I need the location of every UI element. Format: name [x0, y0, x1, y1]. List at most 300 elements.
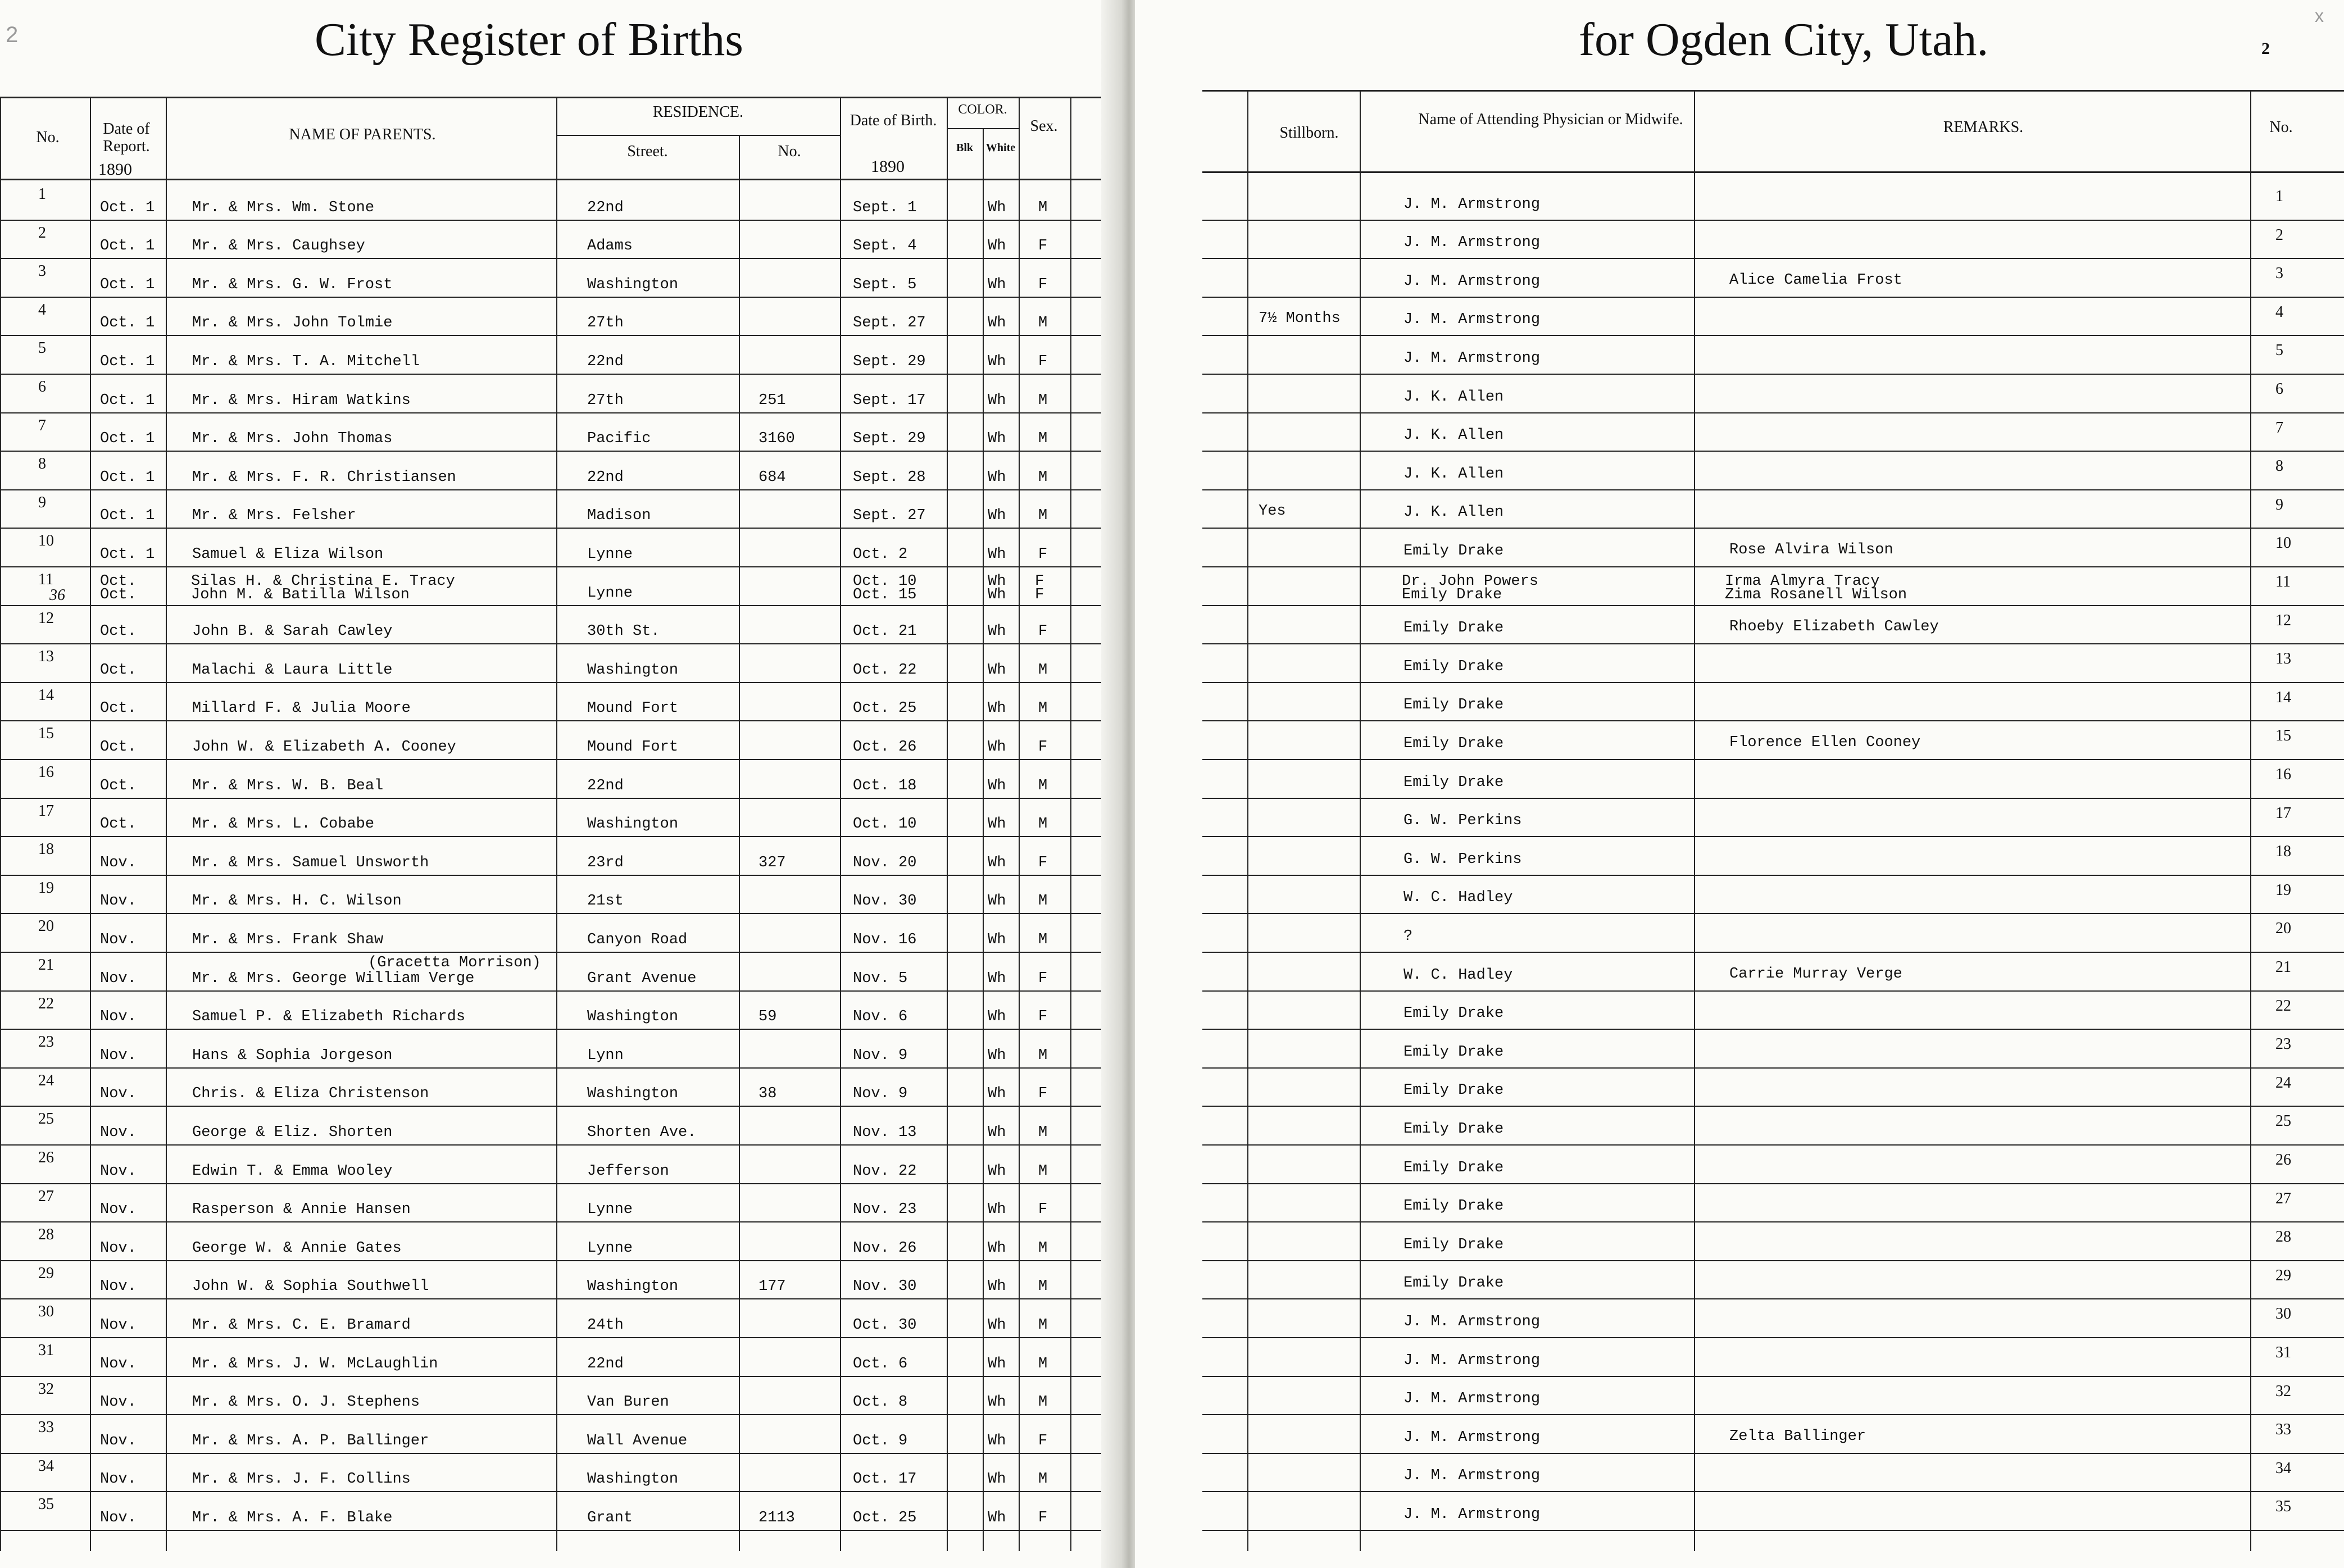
row-rule: [0, 1106, 1101, 1107]
row-number: 28: [38, 1226, 54, 1244]
row-rule: [0, 1337, 1101, 1338]
color-value: Wh: [988, 1008, 1006, 1026]
street-name: Washington: [587, 661, 679, 679]
physician-name: J. M. Armstrong: [1403, 1390, 1541, 1408]
color-value: Wh: [988, 1317, 1006, 1334]
row-number: 10: [38, 532, 54, 550]
sex-value: F: [1038, 1432, 1048, 1449]
physician-name: J. M. Armstrong: [1403, 1429, 1541, 1446]
physician-name: Emily Drake: [1403, 1005, 1504, 1022]
street-name: 24th: [587, 1317, 624, 1334]
parents-name: Millard F. & Julia Moore: [192, 700, 411, 717]
sex-value: M: [1038, 392, 1048, 409]
remarks-text: Alice Camelia Frost: [1729, 271, 1902, 289]
physician-name: J. M. Armstrong: [1403, 1467, 1541, 1485]
sex-value: M: [1038, 1394, 1048, 1411]
left-page-title: City Register of Births: [315, 13, 743, 66]
report-date: Oct.: [100, 661, 137, 679]
physician-name: J. M. Armstrong: [1403, 1506, 1541, 1523]
col-date-report-header: Date of Report.: [103, 120, 150, 155]
row-rule: [0, 643, 1101, 644]
remarks-text: Irma Almyra Tracy: [1725, 573, 1880, 590]
sex-value: F: [1038, 1008, 1048, 1026]
row-rule: [0, 875, 1101, 876]
street-name: 22nd: [587, 199, 624, 216]
stillborn-value: 7½ Months: [1259, 310, 1341, 328]
report-date: Oct. 1: [100, 392, 155, 409]
row-number-right: 27: [2275, 1189, 2291, 1207]
color-value: Wh: [988, 854, 1006, 871]
report-date: Nov.: [100, 1432, 137, 1449]
row-number-right: 6: [2275, 380, 2283, 398]
sex-value: M: [1038, 1278, 1048, 1296]
parents-name: Mr. & Mrs. Samuel Unsworth: [192, 854, 429, 871]
row-rule: [1202, 1106, 2344, 1107]
col-no-header-right: No.: [2269, 119, 2293, 136]
column-rule: [1019, 97, 1020, 1551]
row-rule: [1202, 566, 2344, 567]
birth-date: Oct. 2: [853, 546, 908, 563]
column-rule: [1360, 90, 1361, 1551]
report-date: Oct.: [100, 573, 137, 590]
row-number: 9: [38, 493, 46, 511]
row-number-right: 13: [2275, 650, 2291, 668]
row-number-right: 3: [2275, 265, 2283, 283]
color-value: Wh: [988, 587, 1006, 603]
row-rule: [1202, 1183, 2344, 1184]
birth-date: Oct. 9: [853, 1432, 908, 1449]
row-rule: [0, 1183, 1101, 1184]
row-number-right: 35: [2275, 1498, 2291, 1516]
row-number: 35: [38, 1496, 54, 1514]
col-blk-header: Blk: [956, 142, 974, 154]
row-rule: [1202, 875, 2344, 876]
report-date: Nov.: [100, 1047, 137, 1064]
report-date: Nov.: [100, 1510, 137, 1526]
street-name: Washington: [587, 1278, 679, 1296]
sex-value: M: [1038, 700, 1048, 717]
color-value: Wh: [988, 199, 1006, 216]
row-number-right: 17: [2275, 804, 2291, 822]
physician-name: J. M. Armstrong: [1403, 311, 1541, 329]
row-number-right: 12: [2275, 611, 2291, 629]
street-name: Pacific: [587, 430, 651, 448]
row-number: 20: [38, 917, 54, 935]
report-date: Oct.: [100, 777, 137, 794]
row-rule: [0, 759, 1101, 760]
row-rule: [0, 412, 1101, 413]
col-stillborn-header: Stillborn.: [1279, 124, 1339, 142]
color-value: Wh: [988, 1510, 1006, 1526]
physician-name: J. M. Armstrong: [1403, 272, 1541, 290]
physician-name: J. K. Allen: [1403, 427, 1504, 444]
row-rule: [0, 990, 1101, 992]
physician-name: J. M. Armstrong: [1403, 1352, 1541, 1369]
header-top-rule: [1202, 90, 2344, 92]
row-rule: [1202, 374, 2344, 375]
report-date: Oct.: [100, 739, 137, 756]
row-rule: [0, 451, 1101, 452]
street-name: 30th St.: [587, 623, 660, 640]
street-name: 27th: [587, 392, 624, 409]
parents-name: Mr. & Mrs. John Tolmie: [192, 315, 393, 332]
row-number: 18: [38, 840, 54, 858]
sex-value: F: [1038, 546, 1048, 563]
parents-name: Mr. & Mrs. C. E. Bramard: [192, 1317, 411, 1334]
birth-date: Oct. 25: [853, 700, 917, 717]
physician-name: Emily Drake: [1403, 658, 1504, 675]
street-name: Lynne: [587, 546, 633, 563]
street-name: Van Buren: [587, 1394, 669, 1411]
parents-name: Mr. & Mrs. L. Cobabe: [192, 816, 375, 833]
column-rule: [0, 97, 1, 1551]
parents-name: Mr. & Mrs. T. A. Mitchell: [192, 353, 420, 370]
color-value: Wh: [988, 430, 1006, 448]
birth-date: Nov. 16: [853, 931, 917, 948]
sex-value: F: [1038, 276, 1048, 293]
street-number: 251: [758, 392, 786, 409]
row-rule: [0, 489, 1101, 490]
row-rule: [0, 528, 1101, 529]
street-name: Wall Avenue: [587, 1432, 688, 1449]
report-date: Oct.: [100, 587, 137, 603]
remarks-text: Rose Alvira Wilson: [1729, 542, 1893, 558]
street-name: Lynne: [587, 584, 633, 602]
report-date: Oct. 1: [100, 276, 155, 293]
row-rule: [1202, 759, 2344, 760]
street-name: Adams: [587, 238, 633, 255]
row-rule: [1202, 220, 2344, 221]
row-rule: [1202, 297, 2344, 298]
row-number: 22: [38, 994, 54, 1012]
row-rule: [1202, 1530, 2344, 1531]
parents-name: Mr. & Mrs. Frank Shaw: [192, 931, 384, 948]
right-page: [1135, 0, 2344, 1568]
street-name: Mound Fort: [587, 700, 679, 717]
birth-date: Oct. 21: [853, 623, 917, 640]
row-number-right: 7: [2275, 419, 2283, 437]
report-date: Oct. 1: [100, 469, 155, 486]
column-rule: [1247, 90, 1248, 1551]
sex-value: M: [1038, 1047, 1048, 1064]
street-name: Shorten Ave.: [587, 1124, 697, 1141]
street-number: 3160: [758, 430, 795, 448]
birth-date: Oct. 15: [853, 587, 917, 603]
row-rule: [1202, 1491, 2344, 1492]
row-number-right: 26: [2275, 1151, 2291, 1169]
parents-name: Chris. & Eliza Christenson: [192, 1085, 429, 1103]
sex-value: M: [1038, 1355, 1048, 1372]
sex-value: M: [1038, 1471, 1048, 1488]
physician-name: G. W. Perkins: [1403, 851, 1522, 868]
parents-name: Mr. & Mrs. Caughsey: [192, 238, 365, 255]
row-rule: [0, 220, 1101, 221]
row-rule: [0, 1067, 1101, 1069]
row-rule: [1202, 1221, 2344, 1222]
report-date: Nov.: [100, 1239, 137, 1257]
sex-value: M: [1038, 931, 1048, 948]
report-date: Nov.: [100, 893, 137, 910]
street-number: 2113: [758, 1510, 795, 1526]
birth-date: Oct. 22: [853, 661, 917, 679]
remarks-text: Zelta Ballinger: [1729, 1428, 1866, 1445]
birth-date: Nov. 20: [853, 854, 917, 871]
sex-value: F: [1035, 573, 1044, 590]
row-rule: [0, 1144, 1101, 1146]
row-number-secondary: 36: [49, 587, 65, 604]
birth-date: Nov. 30: [853, 893, 917, 910]
birth-date: Oct. 25: [853, 1510, 917, 1526]
physician-name: W. C. Hadley: [1403, 889, 1513, 907]
row-number-right: 9: [2275, 496, 2283, 513]
birth-date: Oct. 30: [853, 1317, 917, 1334]
birth-date: Oct. 8: [853, 1394, 908, 1411]
report-date: Oct. 1: [100, 353, 155, 370]
birth-date: Nov. 22: [853, 1162, 917, 1180]
row-rule: [0, 374, 1101, 375]
parents-name: John M. & Batilla Wilson: [191, 587, 410, 603]
color-value: Wh: [988, 1355, 1006, 1372]
parents-name: Mr. & Mrs. Felsher: [192, 507, 356, 525]
report-date: Nov.: [100, 931, 137, 948]
color-value: Wh: [988, 816, 1006, 833]
color-value: Wh: [988, 392, 1006, 409]
sex-value: M: [1038, 507, 1048, 525]
row-number-right: 24: [2275, 1074, 2291, 1092]
parents-name: Hans & Sophia Jorgeson: [192, 1047, 393, 1064]
row-rule: [0, 952, 1101, 953]
report-date: Nov.: [100, 1008, 137, 1026]
color-value: Wh: [988, 1432, 1006, 1449]
physician-name: J. M. Armstrong: [1403, 1314, 1541, 1330]
color-value: Wh: [988, 1239, 1006, 1257]
street-name: 27th: [587, 315, 624, 332]
sex-value: F: [1038, 623, 1048, 640]
left-page: [0, 0, 1118, 1568]
physician-name: Emily Drake: [1403, 697, 1504, 714]
street-name: 22nd: [587, 353, 624, 370]
physician-name: Emily Drake: [1403, 1198, 1504, 1215]
color-value: Wh: [988, 276, 1006, 293]
birth-date: Sept. 5: [853, 276, 917, 293]
street-number: 327: [758, 854, 786, 871]
row-number-right: 22: [2275, 997, 2291, 1015]
row-rule: [0, 1530, 1101, 1531]
row-number: 23: [38, 1033, 54, 1051]
row-number-right: 32: [2275, 1382, 2291, 1400]
row-number: 26: [38, 1149, 54, 1166]
row-rule: [1202, 913, 2344, 914]
physician-name: Emily Drake: [1403, 1236, 1504, 1253]
report-date: Oct. 1: [100, 315, 155, 332]
column-rule: [166, 97, 167, 1551]
col-remarks-header: REMARKS.: [1943, 119, 2024, 136]
row-rule: [0, 335, 1101, 336]
physician-name: Dr. John Powers: [1402, 573, 1539, 590]
physician-name: Emily Drake: [1403, 543, 1504, 560]
row-rule: [0, 1376, 1101, 1377]
parents-name: Rasperson & Annie Hansen: [192, 1201, 411, 1219]
street-number: 59: [758, 1008, 777, 1026]
color-value: Wh: [988, 546, 1006, 563]
parents-name: Mr. & Mrs. O. J. Stephens: [192, 1394, 420, 1411]
physician-name: Emily Drake: [1403, 620, 1504, 637]
sex-value: F: [1038, 854, 1048, 871]
row-rule: [1202, 412, 2344, 413]
parents-name: Edwin T. & Emma Wooley: [192, 1162, 393, 1180]
report-date: Nov.: [100, 854, 137, 871]
birth-date: Nov. 26: [853, 1239, 917, 1257]
row-number-right: 21: [2275, 958, 2291, 976]
report-date: Oct. 1: [100, 546, 155, 563]
physician-name: J. K. Allen: [1403, 388, 1504, 406]
report-date: Oct.: [100, 816, 137, 833]
physician-name: Emily Drake: [1403, 1121, 1504, 1138]
street-name: Washington: [587, 1471, 679, 1488]
row-rule: [0, 1453, 1101, 1454]
report-date: Nov.: [100, 1355, 137, 1372]
row-number: 16: [38, 763, 54, 781]
row-number-right: 34: [2275, 1459, 2291, 1477]
color-value: Wh: [988, 507, 1006, 525]
row-rule: [0, 1029, 1101, 1030]
sex-value: M: [1038, 777, 1048, 794]
col-parents-header: NAME OF PARENTS.: [289, 126, 436, 143]
row-rule: [1202, 952, 2344, 953]
row-number-right: 1: [2275, 188, 2283, 205]
color-value: Wh: [988, 931, 1006, 948]
parents-name: Mr. & Mrs. F. R. Christiansen: [192, 469, 456, 486]
row-number-right: 4: [2275, 303, 2283, 321]
parents-name: John B. & Sarah Cawley: [192, 623, 393, 640]
row-rule: [0, 258, 1101, 259]
parents-name: Samuel P. & Elizabeth Richards: [192, 1008, 466, 1026]
sex-value: M: [1038, 661, 1048, 679]
row-rule: [1202, 1337, 2344, 1338]
street-name: Canyon Road: [587, 931, 688, 948]
report-date: Oct. 1: [100, 507, 155, 525]
physician-name: J. K. Allen: [1403, 465, 1504, 483]
sex-value: M: [1038, 315, 1048, 332]
street-name: Grant: [587, 1510, 633, 1526]
row-rule: [1202, 836, 2344, 837]
col-date-report-year: 1890: [98, 160, 132, 179]
birth-date: Sept. 4: [853, 238, 917, 255]
sex-value: M: [1038, 430, 1048, 448]
report-date: Oct.: [100, 623, 137, 640]
birth-date: Nov. 13: [853, 1124, 917, 1141]
row-number-right: 30: [2275, 1305, 2291, 1323]
row-rule: [1202, 720, 2344, 721]
row-rule: [1202, 258, 2344, 259]
street-name: 22nd: [587, 777, 624, 794]
col-sex-header: Sex.: [1030, 117, 1058, 135]
row-number-right: 33: [2275, 1421, 2291, 1439]
color-value: Wh: [988, 970, 1006, 987]
birth-date: Oct. 26: [853, 739, 917, 756]
row-rule: [0, 913, 1101, 914]
birth-date: Sept. 27: [853, 507, 926, 525]
street-name: 22nd: [587, 1355, 624, 1372]
col-number-header: No.: [778, 143, 801, 160]
street-number: 177: [758, 1278, 786, 1296]
remarks-text: Rhoeby Elizabeth Cawley: [1729, 619, 1939, 636]
row-number: 15: [38, 725, 54, 743]
row-number: 13: [38, 648, 54, 666]
birth-date: Sept. 27: [853, 315, 926, 332]
parents-name: Mr. & Mrs. Wm. Stone: [192, 199, 375, 216]
col-date-birth-year: 1890: [871, 157, 905, 176]
parents-name: Mr. & Mrs. Hiram Watkins: [192, 392, 411, 409]
color-value: Wh: [988, 1278, 1006, 1296]
row-number-right: 15: [2275, 727, 2291, 745]
sex-value: M: [1038, 199, 1048, 216]
row-number: 25: [38, 1110, 54, 1128]
parents-name: John W. & Elizabeth A. Cooney: [192, 739, 456, 756]
physician-name: Emily Drake: [1402, 587, 1502, 603]
sex-value: M: [1038, 816, 1048, 833]
color-value: Wh: [988, 1201, 1006, 1219]
row-number-right: 31: [2275, 1344, 2291, 1361]
sex-value: M: [1038, 1239, 1048, 1257]
sex-value: M: [1038, 469, 1048, 486]
row-rule: [1202, 990, 2344, 992]
row-rule: [1202, 451, 2344, 452]
parents-name: Silas H. & Christina E. Tracy: [191, 573, 455, 590]
row-number: 11: [38, 571, 53, 588]
birth-date: Sept. 17: [853, 392, 926, 409]
row-number: 4: [38, 301, 46, 319]
column-rule: [739, 135, 740, 1551]
physician-name: G. W. Perkins: [1403, 812, 1522, 830]
row-number: 33: [38, 1419, 54, 1437]
row-number: 6: [38, 378, 46, 396]
row-rule: [1202, 1067, 2344, 1069]
row-rule: [1202, 489, 2344, 490]
corner-mark-left: 2: [6, 22, 19, 47]
report-date: Nov.: [100, 1124, 137, 1141]
row-rule: [0, 297, 1101, 298]
row-rule: [1202, 528, 2344, 529]
color-value: Wh: [988, 238, 1006, 255]
row-rule: [0, 720, 1101, 721]
row-rule: [1202, 1298, 2344, 1299]
physician-name: Emily Drake: [1403, 1043, 1504, 1061]
header-bottom-rule: [0, 179, 1101, 180]
row-number: 31: [38, 1342, 54, 1359]
street-name: Washington: [587, 816, 679, 833]
row-rule: [1202, 798, 2344, 799]
row-number: 7: [38, 416, 46, 434]
physician-name: Emily Drake: [1403, 1275, 1504, 1292]
sex-value: M: [1038, 1124, 1048, 1141]
sex-value: M: [1038, 1162, 1048, 1180]
row-number-right: 20: [2275, 920, 2291, 938]
sex-value: F: [1038, 1510, 1048, 1526]
report-date: Nov.: [100, 1162, 137, 1180]
parents-name: Malachi & Laura Little: [192, 661, 393, 679]
color-value: Wh: [988, 1394, 1006, 1411]
stillborn-value: Yes: [1259, 503, 1286, 520]
color-value: Wh: [988, 315, 1006, 332]
row-number: 27: [38, 1187, 54, 1205]
report-date: Nov.: [100, 1278, 137, 1296]
street-name: 23rd: [587, 854, 624, 871]
row-rule: [1202, 1453, 2344, 1454]
row-rule: [0, 1414, 1101, 1415]
birth-date: Oct. 18: [853, 777, 917, 794]
physician-name: W. C. Hadley: [1403, 966, 1513, 984]
